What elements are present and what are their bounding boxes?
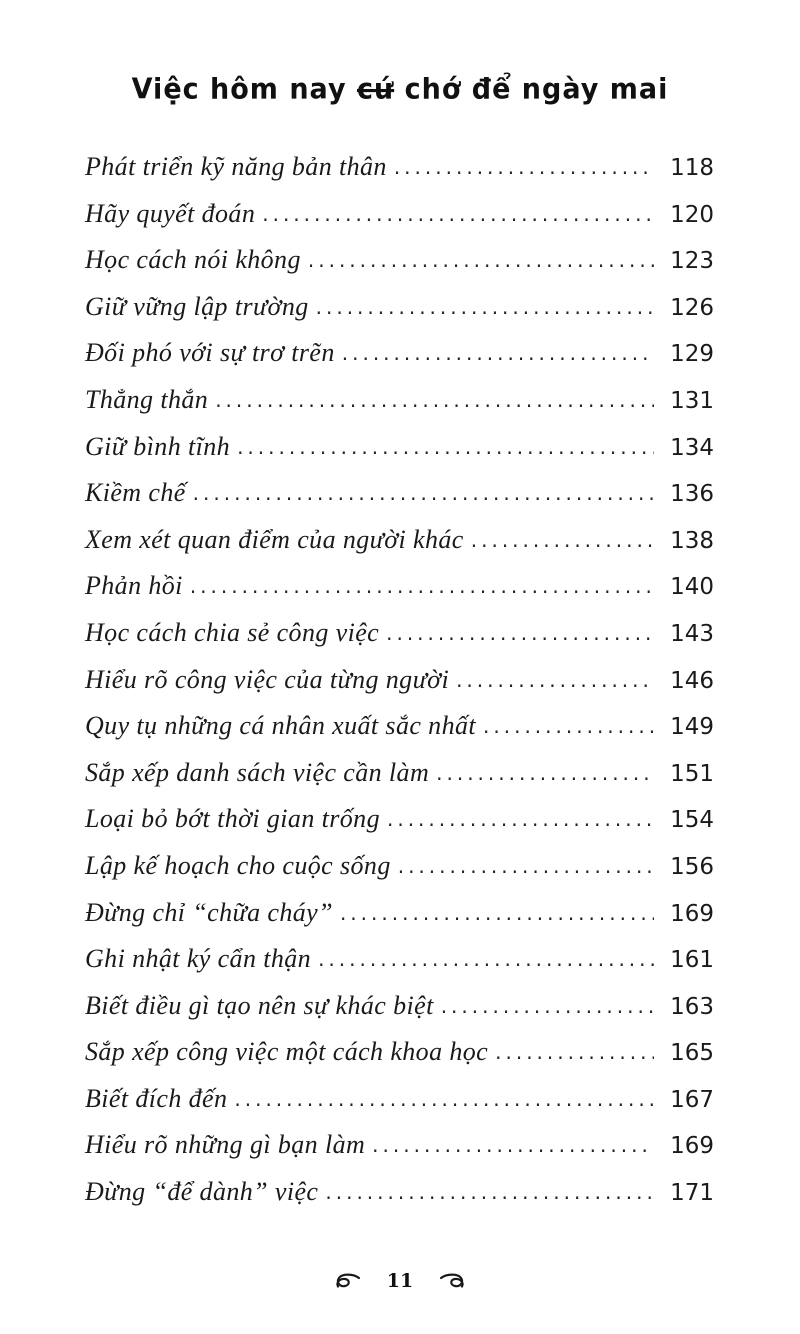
toc-entry-page-number: 118 [670,155,714,181]
book-title-header [0,73,800,106]
toc-entry [85,284,714,331]
toc-entry [85,1029,714,1076]
toc-entry [85,703,714,750]
toc-entry-label: Biết đích đến [85,1083,228,1113]
dot-leader [193,470,654,517]
toc-entry-label: Học cách chia sẻ công việc [85,617,380,647]
toc-entry [85,1076,714,1123]
toc-entry-page-number: 134 [670,434,714,461]
toc-entry-page-number: 167 [670,1086,714,1113]
dot-leader [234,1076,654,1123]
toc-entry-page-number: 138 [670,527,714,554]
toc-entry-page-number: 154 [670,807,714,834]
toc-entry-page-number: 169 [670,900,714,927]
toc-entry-page-number: 169 [670,1133,714,1160]
toc-entry-label: Sắp xếp danh sách việc cần làm [85,757,430,787]
dot-leader [318,936,654,983]
toc-entry-label: Đừng “để dành” việc [85,1177,319,1207]
fleuron-swirl-right-icon [439,1273,471,1290]
toc-entry-page-number: 136 [670,481,714,508]
dot-leader [441,983,654,1030]
toc-entry-page-number: 126 [670,294,714,321]
toc-entry-label: Loại bỏ bớt thời gian trống [85,804,380,834]
toc-entry [85,657,714,704]
toc-entry-page-number: 146 [670,667,714,694]
toc-entry-page-number: 165 [670,1040,714,1067]
dot-leader [394,144,654,191]
dot-leader [387,796,654,843]
book-title-part2: chớ để ngày mai [394,73,669,106]
toc-entry [85,843,714,890]
toc-entry [85,983,714,1030]
toc-entry [85,424,714,471]
toc-list [85,144,714,1216]
toc-entry [85,470,714,517]
dot-leader [471,517,654,564]
toc-entry-page-number: 140 [670,574,714,601]
dot-leader [495,1029,654,1076]
book-title-part1: Việc hôm nay [131,73,357,106]
dot-leader [340,890,654,937]
toc-entry [85,144,714,191]
toc-entry [85,1169,714,1216]
dot-leader [483,703,654,750]
toc-entry [85,377,714,424]
toc-entry-label: Biết điều gì tạo nên sự khác biệt [85,990,434,1020]
toc-entry-page-number: 156 [670,853,714,880]
toc-entry-page-number: 163 [670,993,714,1020]
toc-entry-page-number: 161 [670,947,714,974]
book-title-struck-word: cứ [356,73,395,106]
toc-entry-page-number: 143 [670,620,714,647]
dot-leader [342,330,654,377]
toc-entry [85,1122,714,1169]
toc-entry-label: Hiểu rõ công việc của từng người [85,664,450,694]
toc-entry-label: Kiềm chế [85,478,186,508]
toc-entry-label: Thẳng thắn [85,384,209,414]
toc-entry-label: Phản hồi [85,571,183,601]
toc-entry [85,237,714,284]
fleuron-swirl-left-icon [329,1273,361,1290]
dot-leader [386,610,654,657]
toc-entry-label: Phát triển kỹ năng bản thân [85,152,387,181]
toc-entry-page-number: 151 [670,760,714,787]
folio-page-number: 11 [386,1270,414,1292]
dot-leader [372,1122,654,1169]
toc-entry [85,563,714,610]
toc-entry-label: Xem xét quan điểm của người khác [85,524,464,554]
dot-leader [436,750,654,797]
dot-leader [190,563,654,610]
dot-leader [237,424,654,471]
toc-entry-page-number: 131 [670,387,714,414]
toc-entry [85,890,714,937]
toc-entry [85,936,714,983]
dot-leader [456,657,654,704]
toc-entry-label: Giữ vững lập trường [85,291,309,321]
toc-entry-label: Đừng chỉ “chữa cháy” [85,897,333,927]
toc-entry-label: Giữ bình tĩnh [85,431,231,461]
toc-entry-label: Hiểu rõ những gì bạn làm [85,1130,366,1160]
dot-leader [308,237,654,284]
toc-entry-label: Sắp xếp công việc một cách khoa học [85,1037,489,1067]
toc-entry-label: Lập kế hoạch cho cuộc sống [85,850,391,880]
toc-entry-label: Ghi nhật ký cẩn thận [85,944,312,974]
toc-entry-page-number: 149 [670,714,714,741]
toc-entry-page-number: 171 [670,1180,714,1207]
toc-entry-label: Quy tụ những cá nhân xuất sắc nhất [85,711,477,741]
dot-leader [325,1169,654,1216]
toc-entry [85,191,714,238]
toc-entry-label: Hãy quyết đoán [85,198,256,228]
dot-leader [316,284,654,331]
toc-entry-page-number: 120 [670,201,714,228]
toc-entry [85,750,714,797]
toc-entry-label: Đối phó với sự trơ trẽn [85,338,335,368]
toc-entry [85,330,714,377]
page-footer [0,1270,800,1292]
toc-entry [85,796,714,843]
toc-entry-label: Học cách nói không [85,245,301,275]
toc-entry-page-number: 129 [670,341,714,368]
dot-leader [398,843,654,890]
dot-leader [262,191,654,238]
dot-leader [215,377,654,424]
toc-entry [85,610,714,657]
toc-entry-page-number: 123 [670,248,714,275]
toc-entry [85,517,714,564]
